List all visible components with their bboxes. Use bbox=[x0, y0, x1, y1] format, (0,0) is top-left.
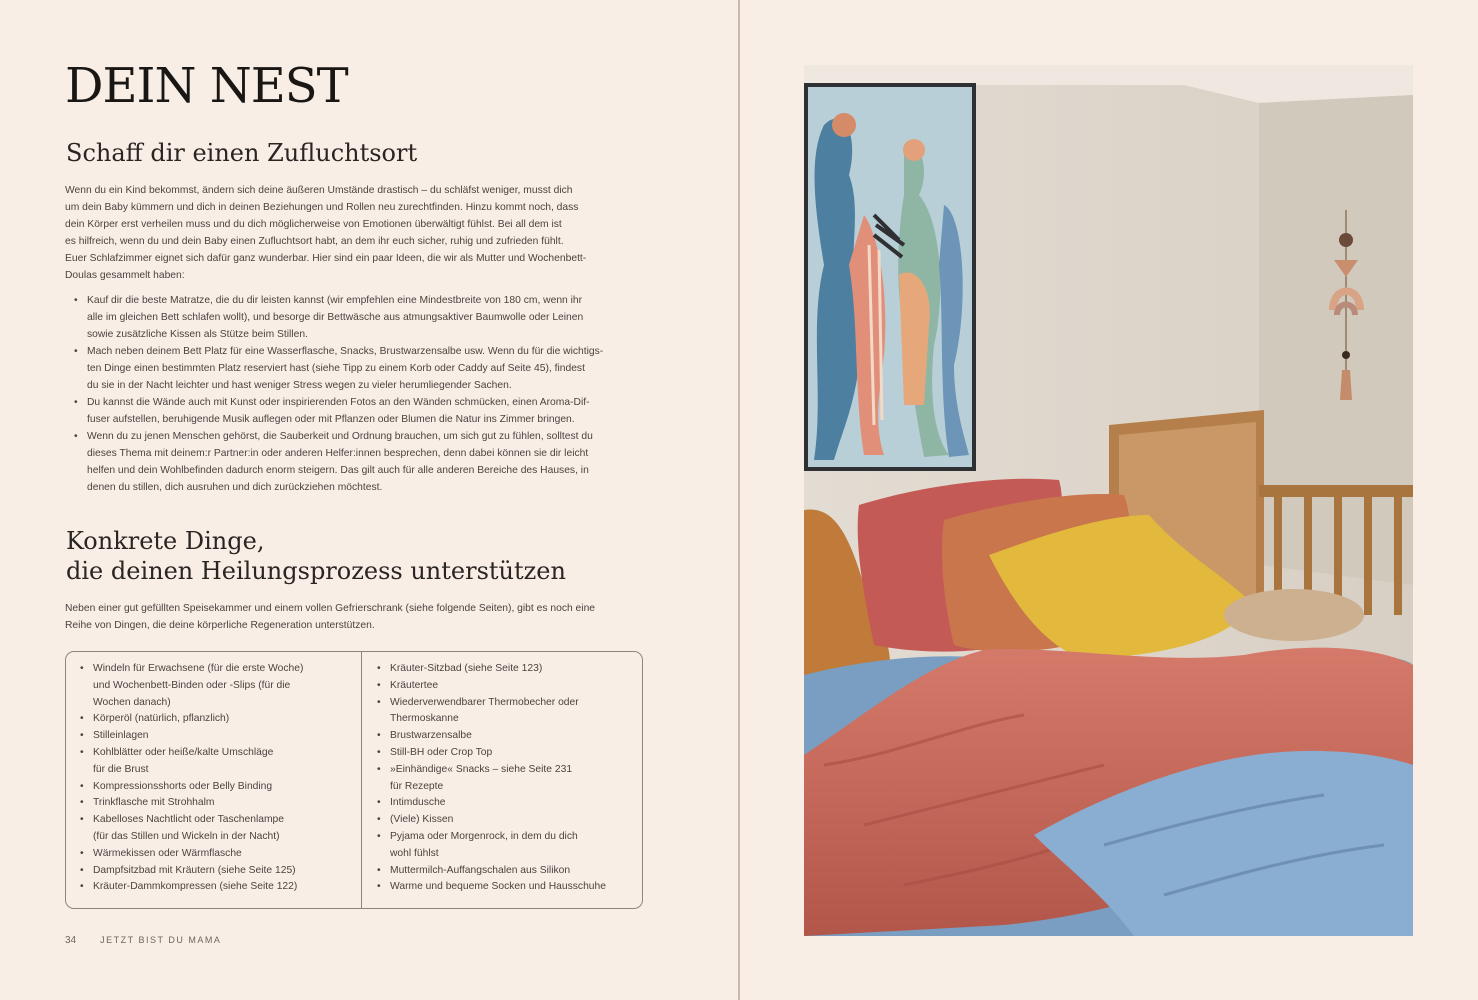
list-item-line: • Kompressionsshorts oder Belly Binding bbox=[93, 780, 273, 792]
list-item-line: • Kräutertee bbox=[390, 679, 439, 691]
healing-item bbox=[79, 795, 359, 812]
healing-item bbox=[376, 829, 636, 863]
healing-item bbox=[376, 879, 636, 896]
wall-painting bbox=[804, 83, 976, 471]
tip-item bbox=[72, 428, 637, 496]
list-item-line: • Kräuter-Dammkompressen (siehe Seite 122) bbox=[93, 881, 298, 893]
list-item-line: denen du stillen, dich ausruhen und dich zurückziehen möchtest. bbox=[87, 482, 383, 493]
healing-item bbox=[79, 711, 359, 728]
list-item-line: • (Viele) Kissen bbox=[390, 814, 454, 826]
tip-item bbox=[72, 394, 637, 428]
healing-intro-paragraph bbox=[65, 600, 640, 634]
intro-line: um dein Baby kümmern und dich in deinen Beziehungen und Rollen neu zurechtfinden. Hinzu kommt noch, dass bbox=[65, 202, 579, 213]
tip-item bbox=[72, 343, 637, 394]
intro-line: es hilfreich, wenn du und dein Baby einen Zufluchtsort habt, an dem ihr euch sicher, ruhig und zufrieden fühlt. bbox=[65, 236, 564, 247]
list-item-line: • Brustwarzensalbe bbox=[390, 730, 472, 742]
box-divider bbox=[361, 652, 362, 908]
heading-line-1: Konkrete Dinge, bbox=[66, 527, 265, 555]
list-item-line: helfen und dein Wohlbefinden dadurch enorm steigern. Das gilt auch für alle anderen Bereiche des Hauses, in bbox=[87, 465, 589, 476]
healing-item bbox=[79, 728, 359, 745]
list-item-line: • Still-BH oder Crop Top bbox=[390, 746, 493, 758]
list-item-line: wohl fühlst bbox=[390, 847, 439, 859]
page-footer bbox=[65, 935, 221, 946]
running-title: JETZT BIST DU MAMA bbox=[100, 935, 222, 945]
healing-items-right-column bbox=[376, 661, 636, 896]
list-item-line: • »Einhändige« Snacks – siehe Seite 231 bbox=[390, 763, 573, 775]
list-item-line: • Kabelloses Nachtlicht oder Taschenlampe bbox=[93, 814, 284, 826]
list-item-line: • Du kannst die Wände auch mit Kunst oder inspirierenden Fotos an den Wänden schmücken, einen Aroma-Dif- bbox=[87, 397, 590, 408]
list-item-line: dieses Thema mit deinem:r Partner:in oder anderen Helfer:innen besprechen, denn dabei können sie dir leicht bbox=[87, 448, 589, 459]
list-item-line: Wochen danach) bbox=[93, 696, 171, 708]
intro-line: Wenn du ein Kind bekommst, ändern sich deine äußeren Umstände drastisch – du schläfst weniger, musst dich bbox=[65, 185, 573, 196]
intro-line: Doulas gesammelt haben: bbox=[65, 270, 185, 281]
heading-line-2: die deinen Heilungsprozess unterstützen bbox=[66, 557, 566, 585]
list-item-line: • Muttermilch-Auffangschalen aus Silikon bbox=[390, 864, 571, 876]
healing-items-left-column bbox=[79, 661, 359, 896]
list-item-line: • Warme und bequeme Socken und Hausschuhe bbox=[390, 881, 606, 893]
list-item-line: • Pyjama oder Morgenrock, in dem du dich bbox=[390, 830, 578, 842]
list-item-line: alle im gleichen Bett schlafen wollt), und besorge dir Bettwäsche aus atmungsaktiver Baumwolle oder Leinen bbox=[87, 312, 584, 323]
list-item-line: • Trinkflasche mit Strohhalm bbox=[93, 797, 215, 809]
list-item-line: • Kauf dir die beste Matratze, die du dir leisten kannst (wir empfehlen eine Mindestbreite von 180 cm, wenn ihr bbox=[87, 295, 583, 306]
healing-item bbox=[79, 661, 359, 711]
healing-item bbox=[376, 745, 636, 762]
list-item-line: fuser aufstellen, beruhigende Musik auflegen oder mit Pflanzen oder Blumen die Natur ins Zimmer bringen. bbox=[87, 414, 575, 425]
list-item-line: du sie in der Nacht leichter und hast weniger Stress wegen zu vieler herumliegender Sachen. bbox=[87, 380, 512, 391]
healing-item bbox=[79, 745, 359, 779]
intro-line: Euer Schlafzimmer eignet sich dafür ganz wunderbar. Hier sind ein paar Ideen, die wir als Mutter und Wochenbett- bbox=[65, 253, 587, 264]
page-title: DEIN NEST bbox=[65, 58, 348, 114]
bedroom-illustration bbox=[804, 65, 1413, 936]
list-item-line: ten Dinge einen bestimmten Platz reserviert hast (siehe Tipp zu einem Korb oder Caddy auf Seite 45), findest bbox=[87, 363, 585, 374]
list-item-line: Thermoskanne bbox=[390, 713, 459, 725]
healing-item bbox=[376, 678, 636, 695]
list-item-line: und Wochenbett-Binden oder -Slips (für die bbox=[93, 679, 291, 691]
healing-item bbox=[376, 661, 636, 678]
nest-tips-list bbox=[72, 292, 637, 496]
healing-intro-line: Reihe von Dingen, die deine körperliche Regeneration unterstützen. bbox=[65, 620, 375, 631]
tip-item bbox=[72, 292, 637, 343]
healing-item bbox=[376, 728, 636, 745]
list-item-line: • Mach neben deinem Bett Platz für eine Wasserflasche, Snacks, Brustwarzensalbe usw. Wenn du für die wichtigs- bbox=[87, 346, 604, 357]
healing-item bbox=[376, 812, 636, 829]
healing-item bbox=[79, 879, 359, 896]
section-heading-refuge: Schaff dir einen Zufluchtsort bbox=[66, 139, 418, 167]
list-item-line: • Kohlblätter oder heiße/kalte Umschläge bbox=[93, 746, 274, 758]
bedding bbox=[804, 648, 1413, 936]
list-item-line: für Rezepte bbox=[390, 780, 444, 792]
healing-item bbox=[376, 863, 636, 880]
healing-items-box bbox=[65, 651, 643, 909]
list-item-line: (für das Stillen und Wickeln in der Nacht) bbox=[93, 830, 280, 842]
healing-item bbox=[376, 762, 636, 796]
intro-paragraph bbox=[65, 182, 640, 284]
list-item-line: • Wenn du zu jenen Menschen gehörst, die Sauberkeit und Ordnung brauchen, um sich gut zu fühlen, solltest du bbox=[87, 431, 593, 442]
list-item-line: • Dampfsitzbad mit Kräutern (siehe Seite 125) bbox=[93, 864, 296, 876]
healing-item bbox=[376, 695, 636, 729]
list-item-line: • Intimdusche bbox=[390, 797, 446, 809]
list-item-line: für die Brust bbox=[93, 763, 149, 775]
book-gutter bbox=[738, 0, 740, 1000]
intro-line: dein Körper erst verheilen muss und du dich möglicherweise von Emotionen überwältigt fühlst. Bei all dem ist bbox=[65, 219, 562, 230]
section-heading-healing bbox=[66, 526, 566, 586]
list-item-line: • Windeln für Erwachsene (für die erste Woche) bbox=[93, 663, 304, 674]
healing-item bbox=[79, 812, 359, 846]
list-item-line: sowie zusätzliche Kissen als Stütze beim Stillen. bbox=[87, 329, 308, 340]
healing-intro-line: Neben einer gut gefüllten Speisekammer und einem vollen Gefrierschrank (siehe folgende Seiten), gibt es noch eine bbox=[65, 603, 596, 614]
list-item-line: • Stilleinlagen bbox=[93, 730, 149, 742]
healing-item bbox=[376, 795, 636, 812]
healing-item bbox=[79, 863, 359, 880]
list-item-line: • Wärmekissen oder Wärmflasche bbox=[93, 847, 242, 859]
list-item-line: • Kräuter-Sitzbad (siehe Seite 123) bbox=[390, 663, 543, 674]
healing-item bbox=[79, 846, 359, 863]
list-item-line: • Wiederverwendbarer Thermobecher oder bbox=[390, 696, 579, 708]
healing-item bbox=[79, 779, 359, 796]
bedroom-photo bbox=[804, 65, 1413, 936]
list-item-line: • Körperöl (natürlich, pflanzlich) bbox=[93, 713, 230, 725]
left-page bbox=[0, 0, 738, 1000]
page-number: 34 bbox=[65, 935, 77, 946]
